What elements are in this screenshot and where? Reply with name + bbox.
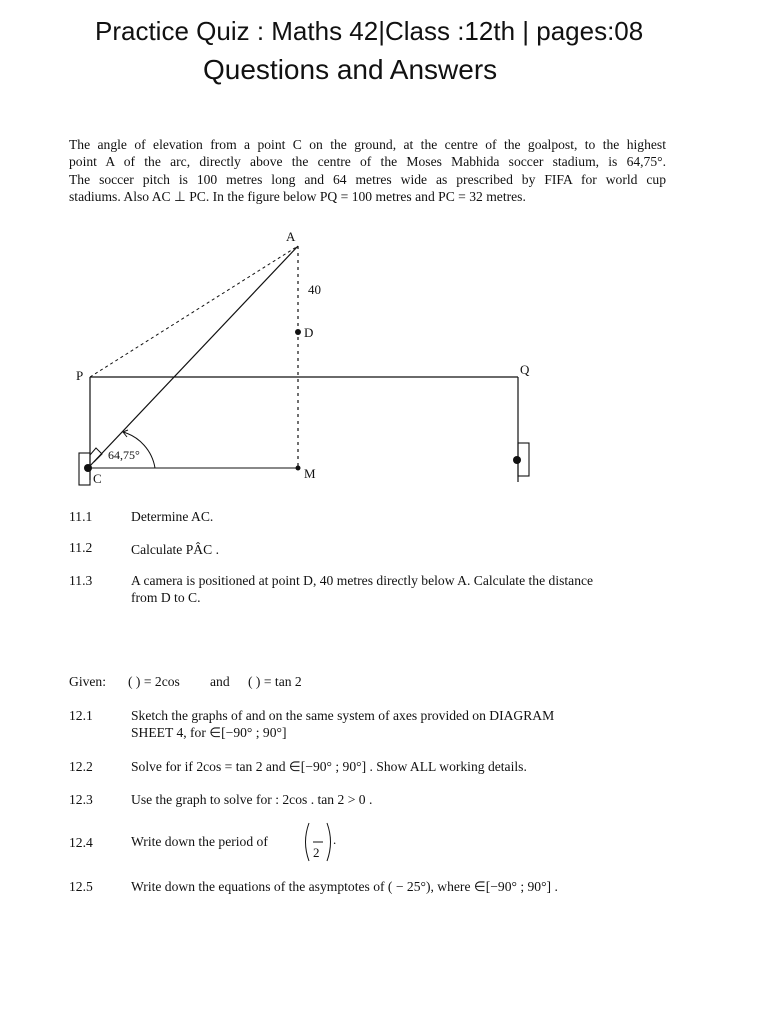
question-number: 11.3 [69, 573, 93, 588]
label-q: Q [520, 362, 530, 377]
page-header-title: Practice Quiz : Maths 42|Class :12th | pages:08 [95, 16, 644, 46]
given-and: and [210, 674, 230, 689]
question-number: 12.4 [69, 835, 93, 850]
question-text: Write down the equations of the asymptotes of ( − 25°), where ∈[−90° ; 90°] . [131, 879, 558, 894]
period-fraction [300, 820, 340, 864]
page-header-subtitle: Questions and Answers [203, 54, 498, 85]
intro-line: The soccer pitch is 100 metres long and 64 metres wide as prescribed by FIFA for world cup [69, 171, 666, 187]
question-text: Solve for if 2cos = tan 2 and ∈[−90° ; 90°] . Show ALL working details. [131, 759, 527, 774]
question-text: Sketch the graphs of and on the same system of axes provided on DIAGRAM [131, 708, 555, 723]
question-number: 12.5 [69, 879, 93, 894]
question-number: 12.3 [69, 792, 93, 807]
intro-line: stadiums. Also AC ⊥ PC. In the figure below PQ = 100 metres and PC = 32 metres. [69, 188, 526, 204]
question-text: A camera is positioned at point D, 40 metres directly below A. Calculate the distance [131, 573, 594, 588]
point-right-post [513, 456, 521, 464]
given-f: ( ) = 2cos [128, 674, 180, 689]
intro-line: point A of the arc, directly above the centre of the Moses Mabhida soccer stadium, is 64,75°. [69, 154, 666, 170]
label-c: C [93, 471, 102, 486]
question-text: Use the graph to solve for : 2cos . tan 2 > 0 . [131, 792, 373, 807]
question-number: 12.2 [69, 759, 93, 774]
label-m: M [304, 466, 316, 481]
line-ap [90, 246, 298, 377]
fraction-denominator: 2 [313, 845, 320, 860]
label-40: 40 [308, 282, 321, 297]
point-d [295, 329, 301, 335]
svg-text:.: . [333, 832, 337, 847]
given-label: Given: [69, 674, 106, 689]
line-ac [88, 246, 298, 468]
question-number: 11.2 [69, 540, 93, 555]
label-a: A [286, 229, 296, 244]
point-c [84, 464, 92, 472]
point-m [296, 466, 301, 471]
intro-line: The angle of elevation from a point C on the ground, at the centre of the goalpost, to the highest [69, 137, 666, 152]
question-text: Calculate PÂC . [131, 542, 219, 557]
intro-paragraph [69, 136, 666, 205]
question-text-cont: from D to C. [131, 590, 201, 605]
label-p: P [76, 368, 84, 383]
question-number: 11.1 [69, 509, 93, 524]
question-text: Determine AC. [131, 509, 214, 524]
label-d: D [304, 325, 314, 340]
label-angle: 64,75° [108, 448, 140, 462]
given-g: ( ) = tan 2 [248, 674, 302, 689]
question-number: 12.1 [69, 708, 93, 723]
stadium-diagram [0, 220, 768, 490]
question-text-cont: SHEET 4, for ∈[−90° ; 90°] [131, 725, 287, 740]
question-text: Write down the period of [131, 834, 268, 849]
